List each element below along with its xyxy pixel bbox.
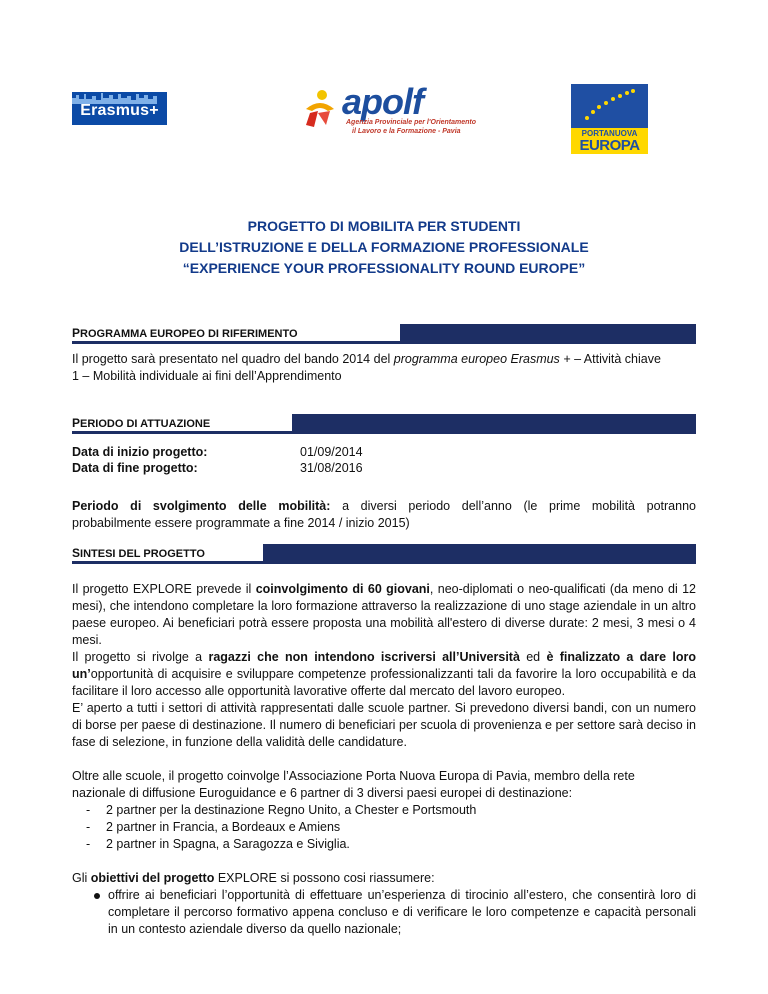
sintesi-paragraph-3: E’ aperto a tutti i settori di attività rappresentati dalle scuole partner. Si prevedono diversi bandi, con un numero di borse per paese di destinazione. Il numero di beneficiari per scuola di provenienza e per settore sarà deciso in fase di selezione, in funzione della validità delle candidature. — [72, 701, 696, 749]
section-header-sintesi: SINTESI DEL PROGETTO — [72, 544, 696, 564]
periodo-svolgimento-line2: probabilmente essere programmate a fine 2014 / inizio 2015) — [72, 516, 410, 530]
apolf-logo — [300, 83, 490, 143]
title-line-3: “EXPERIENCE YOUR PROFESSIONALITY ROUND EUROPE” — [182, 260, 586, 276]
apolf-wordmark: apolf — [342, 81, 423, 122]
start-date-value: 01/09/2014 — [300, 445, 363, 459]
sintesi-paragraph-4-line1: Oltre alle scuole, il progetto coinvolge l’Associazione Porta Nuova Europa di Pavia, membro della rete — [72, 769, 635, 783]
title-line-2: DELL’ISTRUZIONE E DELLA FORMAZIONE PROFESSIONALE — [179, 239, 589, 255]
obiettivi-bullet: offrire ai beneficiari l’opportunità di effettuare un’esperienza di tirocinio all’estero, che consentirà loro di completare il percorso formativo appena concluso e di verificare le loro competenze e capacità personali in un contesto aziendale diverso da quello nazionale; — [108, 887, 696, 938]
apolf-subtitle-1: Agenzia Provinciale per l'Orientamento — [346, 119, 477, 126]
apolf-subtitle-2: il Lavoro e la Formazione - Pavia — [352, 128, 461, 135]
periodo-svolgimento-line1: Periodo di svolgimento delle mobilità: a diversi periodo dell’anno (le prime mobilità potranno — [72, 499, 696, 513]
obiettivi-intro: Gli obiettivi del progetto EXPLORE si possono cosi riassumere: — [72, 871, 435, 885]
start-date-label: Data di inizio progetto: — [72, 445, 208, 459]
section-header-periodo: PERIODO DI ATTUAZIONE — [72, 414, 696, 434]
end-date-label: Data di fine progetto: — [72, 461, 198, 475]
erasmus-logo-text: Erasmus+ — [80, 102, 159, 119]
programma-text: Il progetto sarà presentato nel quadro del bando 2014 del programma europeo Erasmus + – Attività chiave 1 – Mobilità individuale ai fini dell’Apprendimento — [72, 352, 661, 383]
erasmus-logo — [72, 92, 167, 125]
pne-logo-line1: PORTANUOVA — [581, 129, 638, 138]
eu-stars-icon — [579, 88, 639, 124]
bullet-icon — [94, 893, 100, 899]
end-date-value: 31/08/2016 — [300, 461, 363, 475]
list-item: - 2 partner in Francia, a Bordeaux e Amiens — [86, 820, 341, 834]
apolf-figure-icon — [300, 87, 344, 131]
sintesi-paragraph-4-line2: nazionale di diffusione Euroguidance e 6 partner di 3 diversi paesi europei di destinazione: — [72, 786, 573, 800]
section-header-programma: PROGRAMMA EUROPEO DI RIFERIMENTO — [72, 324, 696, 344]
list-item: - 2 partner in Spagna, a Saragozza e Siviglia. — [86, 837, 350, 851]
list-item: - 2 partner per la destinazione Regno Unito, a Chester e Portsmouth — [86, 803, 477, 817]
sintesi-paragraph-1: Il progetto EXPLORE prevede il coinvolgimento di 60 giovani, neo-diplomati o neo-qualificati (da meno di 12 mesi), che intendono completare la loro formazione attraverso la realizzazione di uno stage aziendale in un altro paese europeo. Ai beneficiari potrà essere proposta una mobilità all'estero di diverse durate: 2 mesi, 3 mesi o 4 mesi. — [72, 582, 696, 647]
portanuova-europa-logo — [571, 84, 648, 154]
sintesi-paragraph-2: Il progetto si rivolge a ragazzi che non intendono iscriversi all’Università ed è finalizzato a dare loro un’opportunità di acquisire e sviluppare competenze professionalizzanti tali da favorire la loro occupabilità e da facilitare il loro accesso alle opportunità lavorative offerte dal mercato del lavoro europeo. — [72, 650, 696, 698]
pne-logo-line2: EUROPA — [579, 137, 640, 154]
partner-list — [86, 802, 476, 853]
title-line-1: PROGETTO DI MOBILITA PER STUDENTI — [247, 218, 521, 234]
